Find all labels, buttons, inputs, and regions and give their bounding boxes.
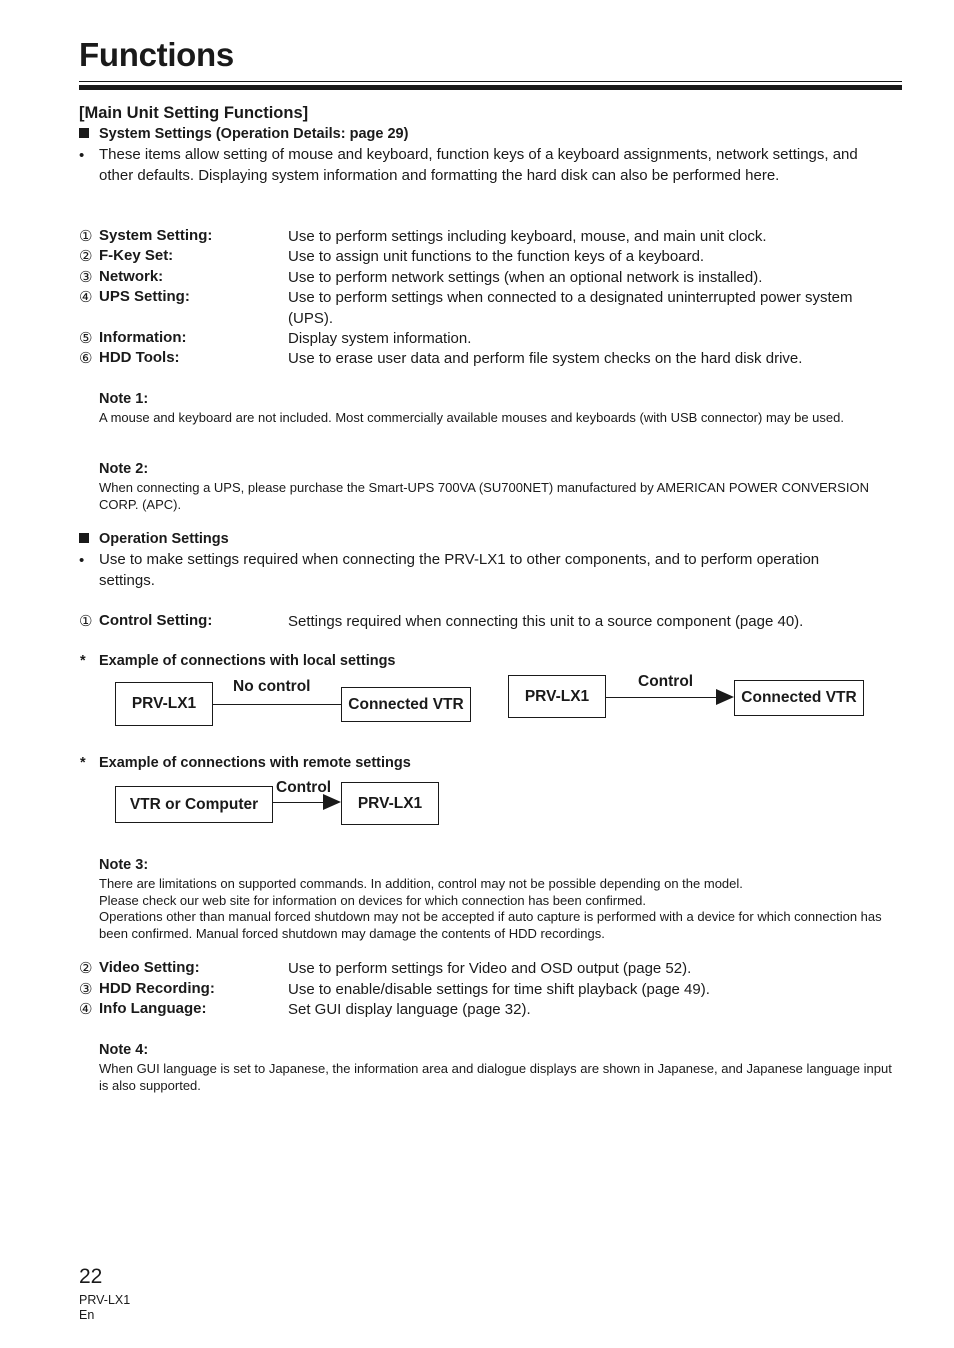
list-item-num: ②: [79, 248, 93, 265]
list-item-label: F-Key Set:: [99, 247, 174, 264]
remote-example-asterisk: *: [80, 755, 86, 771]
control-setting-desc: Settings required when connecting this unit to a source component (page 40).: [288, 613, 804, 630]
square-bullet-icon: [79, 533, 89, 543]
list-item-label: Video Setting:: [99, 959, 200, 976]
note2-title: Note 2:: [99, 461, 149, 477]
list-item-label: Network:: [99, 268, 164, 285]
footer-model: PRV-LX1: [79, 1293, 131, 1307]
local-example-heading: Example of connections with local settings: [99, 653, 396, 669]
list-item-desc: Use to perform settings for Video and OSD output (page 52).: [288, 960, 692, 977]
system-settings-heading-text: System Settings (Operation Details: page 29): [99, 126, 409, 142]
local-right-connector: [606, 697, 718, 698]
arrow-right-icon: [716, 689, 734, 705]
note3-line3: Operations other than manual forced shutdown may not be accepted if auto capture is performed with a device for which connection has been confirmed. Manual forced shutdown may damage the contents of HDD recordings.: [99, 909, 882, 941]
remote-label: Control: [276, 779, 332, 796]
list-item-label: HDD Tools:: [99, 349, 180, 366]
control-setting-label: Control Setting:: [99, 612, 213, 629]
list-item-label: HDD Recording:: [99, 980, 215, 997]
list-item-desc: Use to erase user data and perform file system checks on the hard disk drive.: [288, 350, 803, 367]
list-item-num: ②: [79, 960, 93, 977]
local-left-label: No control: [233, 678, 311, 695]
list-item-desc: Use to perform settings including keyboard, mouse, and main unit clock.: [288, 228, 767, 245]
system-settings-heading: [79, 126, 408, 142]
note4-text: When GUI language is set to Japanese, the information area and dialogue displays are shown in Japanese, and Japanese language input is also supported.: [99, 1061, 892, 1093]
note2-text: When connecting a UPS, please purchase the Smart-UPS 700VA (SU700NET) manufactured by AMERICAN POWER CONVERSION CORP. (APC).: [99, 480, 869, 512]
list-item-num: ④: [79, 1001, 93, 1018]
list-item-label: Information:: [99, 329, 187, 346]
operation-settings-heading: [79, 531, 229, 547]
control-setting-num: ①: [79, 613, 93, 630]
list-item-num: ③: [79, 981, 93, 998]
list-item-desc: Use to perform network settings (when an optional network is installed).: [288, 269, 763, 286]
page-number: 22: [79, 1265, 103, 1288]
note3-line1: There are limitations on supported commands. In addition, control may not be possible depending on the model.: [99, 876, 743, 891]
list-item-desc: Use to assign unit functions to the function keys of a keyboard.: [288, 248, 705, 265]
list-item-num: ④: [79, 289, 93, 306]
section-heading: [Main Unit Setting Functions]: [79, 104, 309, 122]
note3-text: [99, 876, 901, 942]
local-right-vtr-box: Connected VTR: [734, 680, 864, 716]
note3-title: Note 3:: [99, 857, 149, 873]
list-item-desc: Set GUI display language (page 32).: [288, 1001, 531, 1018]
list-item-desc: Use to perform settings when connected to a designated uninterrupted power system (UPS).: [288, 289, 853, 327]
list-item-num: ⑤: [79, 330, 93, 347]
title-rule-thick: [79, 85, 902, 90]
remote-connector: [273, 802, 325, 803]
operation-settings-heading-text: Operation Settings: [99, 531, 229, 547]
list-item-num: ③: [79, 269, 93, 286]
system-settings-description: These items allow setting of mouse and keyboard, function keys of a keyboard assignments, network settings, and other defaults. Displaying system information and formatting the hard disk can also be performed here.: [99, 146, 858, 184]
note1-title: Note 1:: [99, 391, 149, 407]
local-right-label: Control: [638, 673, 694, 690]
remote-example-heading: Example of connections with remote settings: [99, 755, 411, 771]
title-rule-thin: [79, 81, 902, 82]
list-item-label: Info Language:: [99, 1000, 207, 1017]
bullet-dot-icon: •: [79, 552, 85, 569]
remote-vtr-computer-box: VTR or Computer: [115, 786, 273, 823]
bullet-dot-icon: •: [79, 147, 85, 164]
list-item-desc: Use to enable/disable settings for time shift playback (page 49).: [288, 981, 710, 998]
list-item-label: System Setting:: [99, 227, 213, 244]
note4-title: Note 4:: [99, 1042, 149, 1058]
note1-text: A mouse and keyboard are not included. Most commercially available mouses and keyboards (with USB connector) may be used.: [99, 410, 844, 425]
local-example-asterisk: *: [80, 653, 86, 669]
list-item-num: ①: [79, 228, 93, 245]
footer-lang: En: [79, 1308, 95, 1322]
remote-prv-box: PRV-LX1: [341, 782, 439, 825]
operation-settings-description: Use to make settings required when connecting the PRV-LX1 to other components, and to perform operation settings.: [99, 551, 820, 589]
list-item-label: UPS Setting:: [99, 288, 190, 305]
local-right-prv-box: PRV-LX1: [508, 675, 606, 718]
square-bullet-icon: [79, 128, 89, 138]
list-item-desc: Display system information.: [288, 330, 472, 347]
page-title: Functions: [79, 36, 234, 73]
list-item-num: ⑥: [79, 350, 93, 367]
local-left-vtr-box: Connected VTR: [341, 687, 471, 722]
note3-line2: Please check our web site for information on devices for which connection has been confirmed.: [99, 892, 647, 908]
local-left-prv-box: PRV-LX1: [115, 682, 213, 726]
local-left-connector: [213, 704, 341, 705]
